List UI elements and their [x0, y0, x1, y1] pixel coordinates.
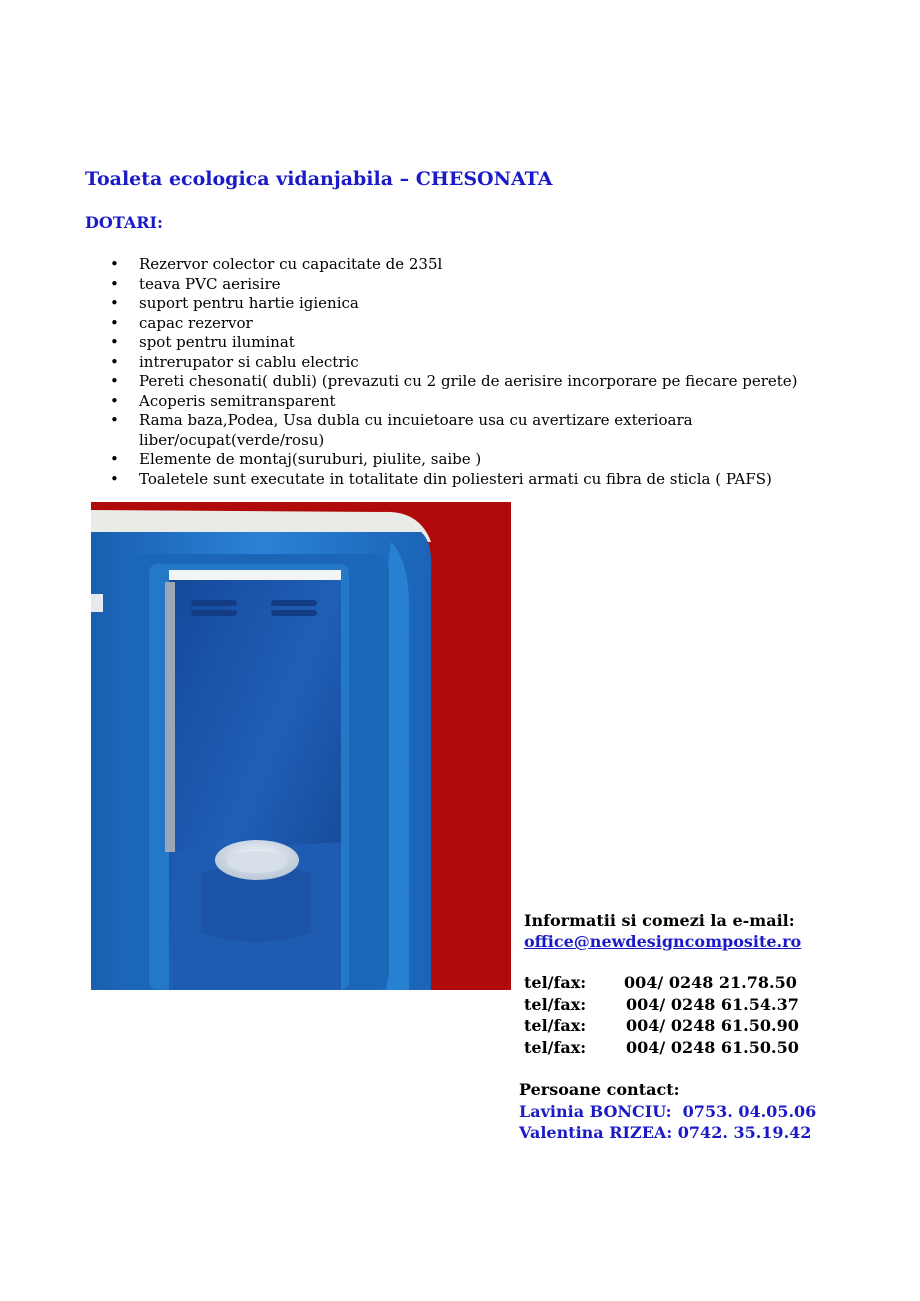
feature-item: • Elemente de montaj(suruburi, piulite, saibe ) [110, 450, 850, 470]
contact-person: Lavinia BONCIU: 0753. 04.05.06 [519, 1101, 817, 1121]
toilet-photo [91, 502, 511, 990]
phone-number: 004/ 0248 61.50.90 [626, 1016, 799, 1035]
phone-label: tel/fax: [524, 1037, 587, 1057]
phone-row [524, 995, 799, 1017]
phone-row [524, 1038, 799, 1060]
document-title: Toaleta ecologica vidanjabila – CHESONATA [85, 168, 553, 190]
feature-item: • Rama baza,Podea, Usa dubla cu incuietoare usa cu avertizare exterioara liber/ocupat(verde/rosu) [110, 411, 850, 450]
phone-number: 004/ 0248 61.54.37 [626, 994, 799, 1014]
feature-item: • intrerupator si cablu electric [110, 353, 850, 373]
feature-item: • teava PVC aerisire [110, 275, 850, 295]
feature-item: • spot pentru iluminat [110, 333, 850, 353]
features-list [110, 255, 850, 489]
feature-item: • suport pentru hartie igienica [110, 294, 850, 314]
phone-list [524, 973, 799, 1059]
phone-label: tel/fax: [524, 973, 587, 992]
feature-item: • Acoperis semitransparent [110, 392, 850, 412]
feature-item: • Toaletele sunt executate in totalitate din poliesteri armati cu fibra de sticla ( PAFS) [110, 470, 850, 490]
phone-row [524, 973, 799, 995]
feature-item: • Pereti chesonati( dubli) (prevazuti cu 2 grile de aerisire incorporare pe fiecare perete) [110, 372, 850, 392]
contact-info [524, 910, 884, 952]
phone-label: tel/fax: [524, 994, 587, 1014]
phone-number: 004/ 0248 61.50.50 [626, 1037, 799, 1057]
contact-person: Valentina RIZEA: 0742. 35.19.42 [519, 1123, 812, 1142]
info-label: Informatii si comezi la e-mail: [524, 911, 795, 930]
section-heading-dotari: DOTARI: [85, 213, 163, 232]
phone-label: tel/fax: [524, 1016, 587, 1035]
feature-item: • Rezervor colector cu capacitate de 235l [110, 255, 850, 275]
contact-persons [519, 1079, 899, 1144]
phone-row [524, 1016, 799, 1038]
email-link[interactable]: office@newdesigncomposite.ro [524, 932, 802, 951]
portable-toilet-illustration [91, 502, 511, 990]
feature-item: • capac rezervor [110, 314, 850, 334]
contacts-label: Persoane contact: [519, 1080, 680, 1099]
phone-number: 004/ 0248 21.78.50 [624, 973, 797, 992]
